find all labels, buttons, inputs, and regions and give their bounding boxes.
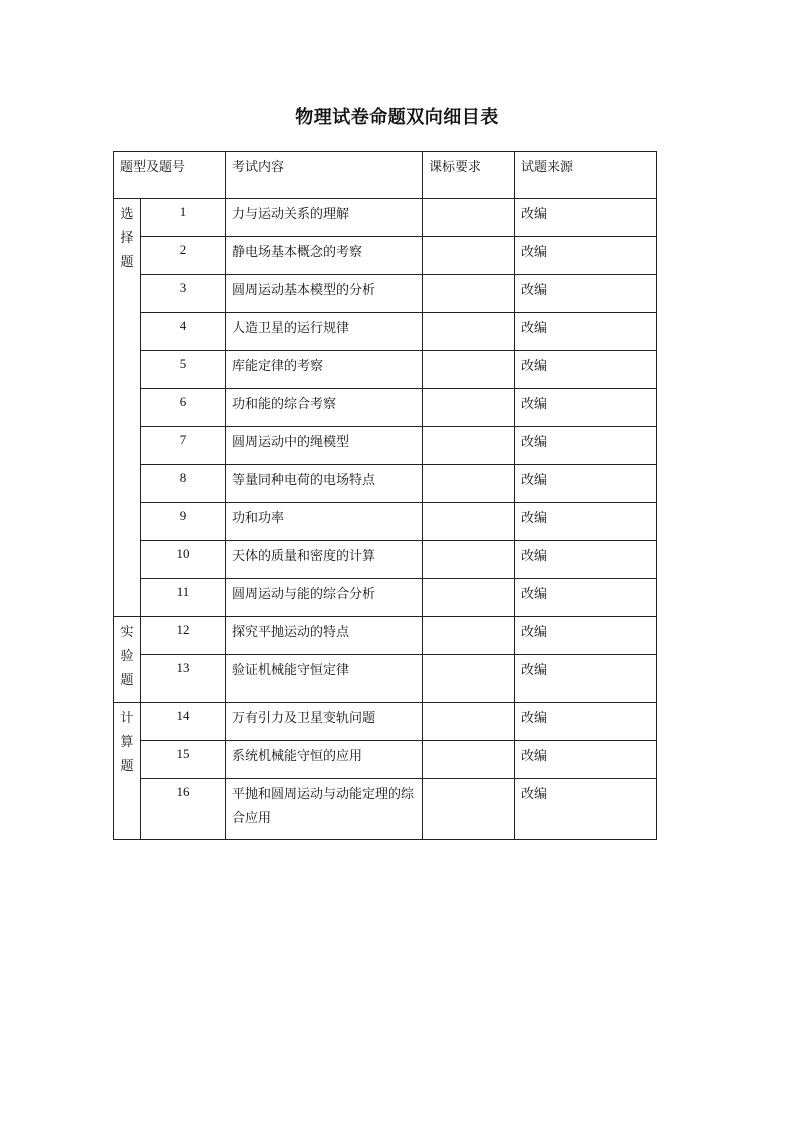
source-cell — [515, 617, 657, 655]
spec-table-body — [114, 152, 657, 840]
question-number: 11 — [176, 584, 190, 599]
header-content-label: 考试内容 — [232, 160, 285, 175]
source-cell — [515, 427, 657, 465]
requirement — [423, 313, 514, 317]
exam-content-cell — [226, 541, 423, 579]
table-row — [114, 237, 657, 275]
question-number: 1 — [179, 204, 187, 219]
requirement — [423, 617, 514, 621]
source-cell — [515, 703, 657, 741]
category-char: 计 — [120, 711, 134, 726]
question-number-cell — [141, 579, 226, 617]
requirement — [423, 579, 514, 583]
question-number-cell — [141, 427, 226, 465]
question-number-cell — [141, 779, 226, 840]
question-number: 2 — [179, 242, 187, 257]
question-number-cell — [141, 313, 226, 351]
source-cell — [515, 741, 657, 779]
exam-content: 系统机械能守恒的应用 — [232, 749, 363, 764]
table-row — [114, 655, 657, 703]
question-number: 16 — [176, 784, 190, 799]
question-number: 3 — [179, 280, 187, 295]
source-cell — [515, 465, 657, 503]
requirement — [423, 275, 514, 279]
table-row — [114, 351, 657, 389]
question-number-cell — [141, 237, 226, 275]
question-source: 改编 — [521, 321, 548, 336]
source-cell — [515, 275, 657, 313]
category-label — [114, 199, 140, 275]
source-cell — [515, 503, 657, 541]
header-type-and-number-label: 题型及题号 — [120, 160, 186, 175]
question-source: 改编 — [521, 473, 548, 488]
exam-content-cell — [226, 741, 423, 779]
question-number: 10 — [176, 546, 190, 561]
question-number: 15 — [176, 746, 190, 761]
question-number-cell — [141, 351, 226, 389]
question-number-cell — [141, 541, 226, 579]
question-source: 改编 — [521, 587, 548, 602]
question-number-cell — [141, 503, 226, 541]
category-label — [114, 703, 140, 779]
question-number: 4 — [179, 318, 187, 333]
requirement — [423, 389, 514, 393]
table-row — [114, 617, 657, 655]
exam-content-cell — [226, 703, 423, 741]
exam-content: 力与运动关系的理解 — [232, 207, 350, 222]
source-cell — [515, 351, 657, 389]
exam-content-cell — [226, 199, 423, 237]
exam-content-cell — [226, 389, 423, 427]
exam-content: 探究平抛运动的特点 — [232, 625, 350, 640]
table-row — [114, 427, 657, 465]
question-number: 7 — [179, 432, 187, 447]
question-number: 9 — [179, 508, 187, 523]
exam-content: 静电场基本概念的考察 — [232, 245, 363, 260]
exam-content: 圆周运动与能的综合分析 — [232, 587, 376, 602]
category-char: 择 — [120, 231, 134, 246]
requirement-cell — [423, 779, 515, 840]
category-char: 题 — [120, 759, 134, 774]
requirement-cell — [423, 199, 515, 237]
requirement — [423, 503, 514, 507]
table-row — [114, 389, 657, 427]
exam-content: 等量同种电荷的电场特点 — [232, 473, 376, 488]
requirement-cell — [423, 655, 515, 703]
requirement — [423, 351, 514, 355]
question-source: 改编 — [521, 207, 548, 222]
question-source: 改编 — [521, 549, 548, 564]
category-label — [114, 617, 140, 693]
question-number-cell — [141, 617, 226, 655]
exam-content: 库能定律的考察 — [232, 359, 324, 374]
table-row — [114, 541, 657, 579]
exam-content-cell — [226, 779, 423, 840]
question-number-cell — [141, 199, 226, 237]
question-number: 12 — [176, 622, 190, 637]
exam-content: 平抛和圆周运动与动能定理的综合应用 — [232, 787, 415, 826]
table-row — [114, 779, 657, 840]
source-cell — [515, 199, 657, 237]
requirement — [423, 541, 514, 545]
question-number: 14 — [176, 708, 190, 723]
exam-content-cell — [226, 313, 423, 351]
exam-content: 功和能的综合考察 — [232, 397, 337, 412]
exam-content-cell — [226, 617, 423, 655]
header-content — [226, 152, 423, 199]
requirement-cell — [423, 389, 515, 427]
question-source: 改编 — [521, 397, 548, 412]
requirement-cell — [423, 275, 515, 313]
exam-content: 验证机械能守恒定律 — [232, 663, 350, 678]
exam-content: 万有引力及卫星变轨问题 — [232, 711, 376, 726]
question-number: 8 — [179, 470, 187, 485]
requirement — [423, 703, 514, 707]
category-char: 实 — [120, 625, 134, 640]
requirement-cell — [423, 313, 515, 351]
question-number-cell — [141, 655, 226, 703]
exam-content-cell — [226, 275, 423, 313]
header-source — [515, 152, 657, 199]
category-char: 选 — [120, 207, 134, 222]
question-number-cell — [141, 275, 226, 313]
requirement — [423, 465, 514, 469]
question-source: 改编 — [521, 511, 548, 526]
header-requirement — [423, 152, 515, 199]
requirement-cell — [423, 503, 515, 541]
exam-content: 圆周运动中的绳模型 — [232, 435, 350, 450]
exam-content-cell — [226, 237, 423, 275]
source-cell — [515, 655, 657, 703]
category-char: 题 — [120, 255, 134, 270]
question-source: 改编 — [521, 359, 548, 374]
question-source: 改编 — [521, 283, 548, 298]
question-number-cell — [141, 465, 226, 503]
source-cell — [515, 313, 657, 351]
exam-content-cell — [226, 465, 423, 503]
table-row — [114, 313, 657, 351]
question-source: 改编 — [521, 711, 548, 726]
question-source: 改编 — [521, 625, 548, 640]
exam-content-cell — [226, 579, 423, 617]
requirement-cell — [423, 741, 515, 779]
source-cell — [515, 541, 657, 579]
header-requirement-label: 课标要求 — [429, 160, 482, 175]
requirement-cell — [423, 617, 515, 655]
table-row — [114, 275, 657, 313]
category-cell — [114, 199, 141, 617]
requirement — [423, 237, 514, 241]
requirement-cell — [423, 579, 515, 617]
question-source: 改编 — [521, 435, 548, 450]
category-char: 题 — [120, 673, 134, 688]
requirement-cell — [423, 465, 515, 503]
header-type-and-number — [114, 152, 226, 199]
table-row — [114, 741, 657, 779]
question-source: 改编 — [521, 245, 548, 260]
question-number-cell — [141, 389, 226, 427]
question-number: 6 — [179, 394, 187, 409]
exam-content: 天体的质量和密度的计算 — [232, 549, 376, 564]
exam-content-cell — [226, 427, 423, 465]
question-number: 5 — [179, 356, 187, 371]
document-title: 物理试卷命题双向细目表 — [295, 107, 499, 128]
requirement — [423, 655, 514, 659]
question-source: 改编 — [521, 663, 548, 678]
table-row — [114, 199, 657, 237]
exam-content-cell — [226, 503, 423, 541]
table-row — [114, 703, 657, 741]
exam-content: 功和功率 — [232, 511, 285, 526]
question-source: 改编 — [521, 749, 548, 764]
question-number: 13 — [176, 660, 190, 675]
spec-table — [113, 151, 657, 840]
requirement — [423, 199, 514, 203]
category-cell — [114, 617, 141, 703]
table-row — [114, 503, 657, 541]
header-source-label: 试题来源 — [521, 160, 574, 175]
requirement — [423, 779, 514, 783]
category-char: 验 — [120, 649, 134, 664]
category-cell — [114, 703, 141, 840]
requirement-cell — [423, 237, 515, 275]
category-char: 算 — [120, 735, 134, 750]
question-number-cell — [141, 703, 226, 741]
source-cell — [515, 779, 657, 840]
exam-content: 圆周运动基本模型的分析 — [232, 283, 376, 298]
requirement-cell — [423, 541, 515, 579]
table-row — [114, 579, 657, 617]
question-number-cell — [141, 741, 226, 779]
requirement-cell — [423, 351, 515, 389]
requirement — [423, 427, 514, 431]
source-cell — [515, 237, 657, 275]
table-row — [114, 465, 657, 503]
exam-content-cell — [226, 351, 423, 389]
source-cell — [515, 389, 657, 427]
header-row — [114, 152, 657, 199]
requirement — [423, 741, 514, 745]
source-cell — [515, 579, 657, 617]
question-source: 改编 — [521, 787, 548, 802]
requirement-cell — [423, 703, 515, 741]
exam-content: 人造卫星的运行规律 — [232, 321, 350, 336]
exam-content-cell — [226, 655, 423, 703]
requirement-cell — [423, 427, 515, 465]
